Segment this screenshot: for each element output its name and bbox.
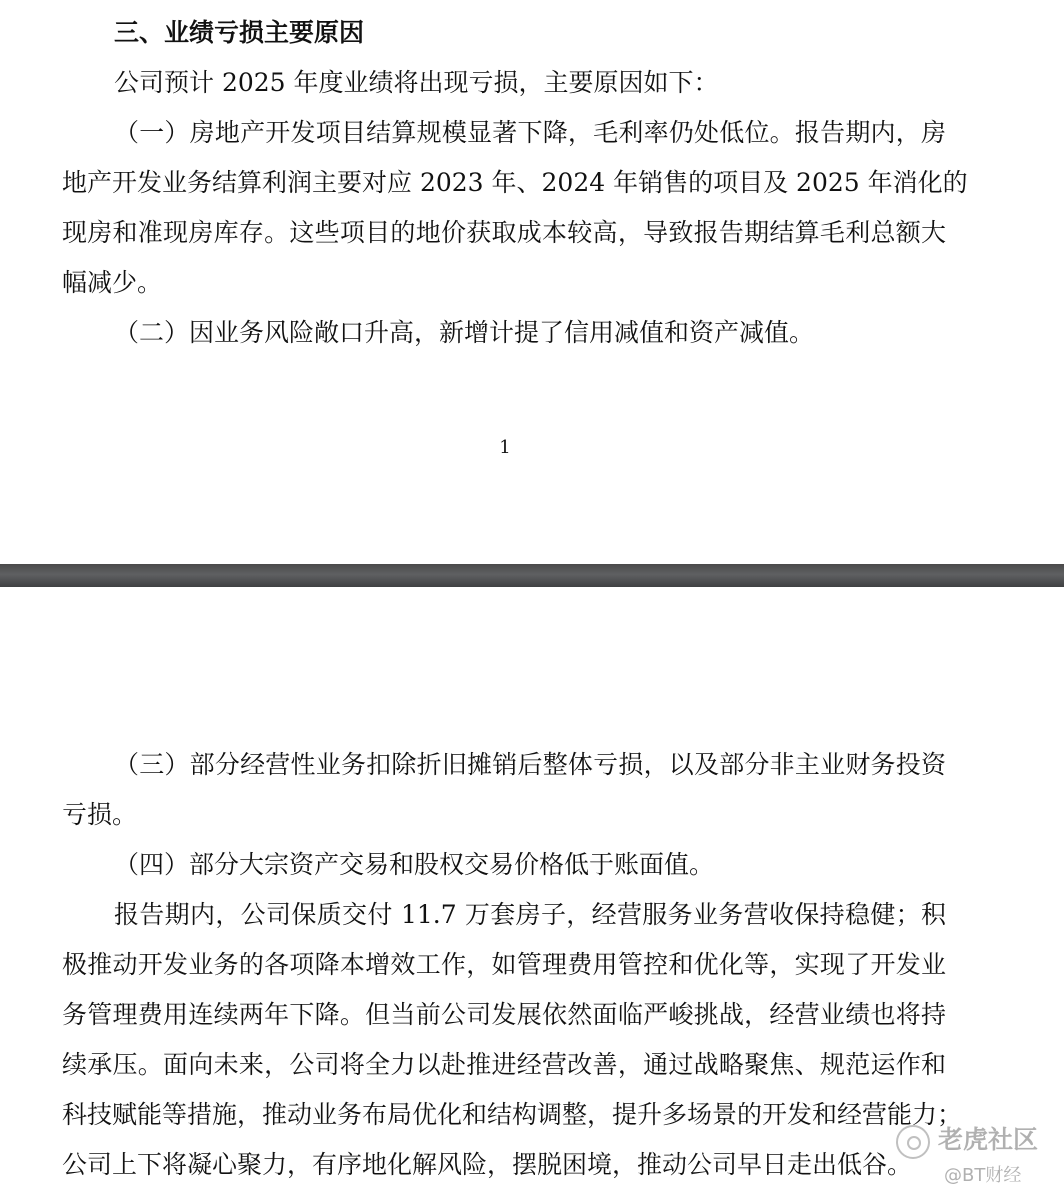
community-logo-icon — [896, 1125, 930, 1159]
watermark-source: @BT财经 — [944, 1165, 1022, 1186]
paragraph-line: （一）房地产开发项目结算规模显著下降，毛利率仍处低位。报告期内，房 — [114, 118, 946, 147]
paragraph-line: 亏损。 — [62, 800, 138, 829]
page-separator — [0, 564, 1064, 587]
paragraph-line: 公司上下将凝心聚力，有序地化解风险，摆脱困境，推动公司早日走出低谷。 — [62, 1150, 913, 1179]
paragraph-line: （三）部分经营性业务扣除折旧摊销后整体亏损，以及部分非主业财务投资 — [114, 750, 946, 779]
section-heading: 三、业绩亏损主要原因 — [114, 18, 365, 47]
paragraph-line: （四）部分大宗资产交易和股权交易价格低于账面值。 — [114, 850, 715, 879]
document-page-1 — [0, 0, 1064, 564]
paragraph-line: （二）因业务风险敞口升高，新增计提了信用减值和资产减值。 — [114, 318, 815, 347]
paragraph-line: 科技赋能等措施，推动业务布局优化和结构调整，提升多场景的开发和经营能力； — [62, 1100, 963, 1129]
document-page-2 — [0, 587, 1064, 1202]
paragraph-line: 续承压。面向未来，公司将全力以赴推进经营改善，通过战略聚焦、规范运作和 — [62, 1050, 946, 1079]
watermark — [896, 1121, 1046, 1193]
paragraph-line: 幅减少。 — [62, 268, 163, 297]
paragraph-line: 现房和准现房库存。这些项目的地价获取成本较高，导致报告期结算毛利总额大 — [62, 218, 946, 247]
paragraph-line: 报告期内，公司保质交付 11.7 万套房子，经营服务业务营收保持稳健；积 — [114, 900, 946, 929]
page-number: 1 — [499, 437, 511, 458]
watermark-name: 老虎社区 — [938, 1125, 1039, 1154]
paragraph-line: 务管理费用连续两年下降。但当前公司发展依然面临严峻挑战，经营业绩也将持 — [62, 1000, 946, 1029]
intro-paragraph: 公司预计 2025 年度业绩将出现亏损，主要原因如下： — [114, 68, 719, 97]
paragraph-line: 地产开发业务结算利润主要对应 2023 年、2024 年销售的项目及 2025 年消化的 — [62, 168, 968, 197]
paragraph-line: 极推动开发业务的各项降本增效工作，如管理费用管控和优化等，实现了开发业 — [62, 950, 946, 979]
